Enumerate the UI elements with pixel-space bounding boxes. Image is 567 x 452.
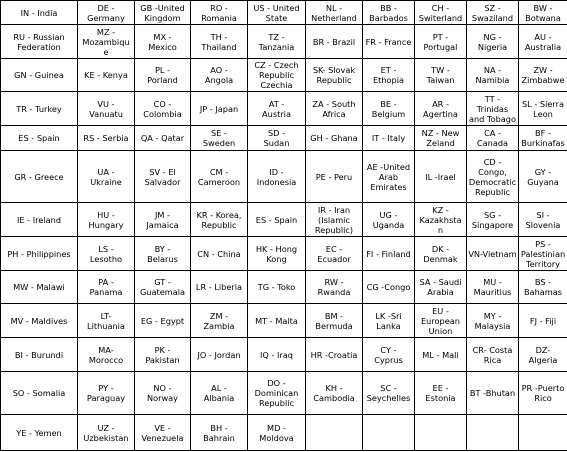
table-cell: UZ - Uzbekistan — [78, 415, 135, 451]
table-cell: GR - Greece — [1, 151, 78, 203]
table-cell: PT - Portugal — [415, 25, 467, 59]
table-cell: EE - Estonia — [415, 372, 467, 415]
table-cell: NA - Namibia — [467, 59, 519, 92]
table-cell: BB - Barbados — [363, 1, 415, 25]
table-cell: BF - Burkinafas — [519, 126, 567, 151]
table-cell: MZ - Mozambiqu e — [78, 25, 135, 59]
table-cell: PA - Panama — [78, 271, 135, 304]
table-cell: BT -Bhutan — [467, 372, 519, 415]
table-cell: TG - Toko — [248, 271, 306, 304]
table-cell: HR -Croatia — [306, 338, 363, 372]
table-cell: IQ - Iraq — [248, 338, 306, 372]
table-cell: ZM - Zambia — [191, 304, 248, 338]
table-cell: SZ - Swaziland — [467, 1, 519, 25]
table-cell: US - United State — [248, 1, 306, 25]
table-cell: VE - Venezuela — [135, 415, 191, 451]
table-cell: KH - Cambodia — [306, 372, 363, 415]
table-row — [1, 59, 567, 92]
table-cell: PS - Palestinian Territory — [519, 237, 567, 271]
table-cell: RO - Romania — [191, 1, 248, 25]
table-cell: AT - Austria — [248, 92, 306, 126]
table-cell: TR - Turkey — [1, 92, 78, 126]
table-cell: ET - Ethopia — [363, 59, 415, 92]
table-cell: TT - Trinidas and Tobago — [467, 92, 519, 126]
table-cell: EG - Egypt — [135, 304, 191, 338]
table-cell: TW - Taiwan — [415, 59, 467, 92]
table-cell — [363, 415, 415, 451]
table-cell — [467, 415, 519, 451]
table-cell: SV - El Salvador — [135, 151, 191, 203]
table-cell: MY - Malaysia — [467, 304, 519, 338]
table-cell: FI - Finland — [363, 237, 415, 271]
table-cell: BI - Burundi — [1, 338, 78, 372]
table-cell: IR - Iran (Islamic Republic) — [306, 203, 363, 237]
table-cell: PL - Porland — [135, 59, 191, 92]
table-cell: LS - Lesotho — [78, 237, 135, 271]
table-cell: ZA - South Africa — [306, 92, 363, 126]
table-cell: NZ - New Zeland — [415, 126, 467, 151]
table-cell: PE - Peru — [306, 151, 363, 203]
table-cell — [415, 415, 467, 451]
table-cell: BR - Brazil — [306, 25, 363, 59]
table-cell: MT - Malta — [248, 304, 306, 338]
table-cell: PY - Paraguay — [78, 372, 135, 415]
table-cell: AE -United Arab Emirates — [363, 151, 415, 203]
table-cell: CH - Switerland — [415, 1, 467, 25]
table-row — [1, 372, 567, 415]
table-cell: IN - India — [1, 1, 78, 25]
table-cell: DO - Dominican Republic — [248, 372, 306, 415]
table-cell: NG - Nigeria — [467, 25, 519, 59]
table-cell: SL - Sierra Leon — [519, 92, 567, 126]
table-cell: MW - Malawi — [1, 271, 78, 304]
table-body — [1, 1, 567, 451]
table-cell: BE - Belgium — [363, 92, 415, 126]
table-cell: DK - Denmak — [415, 237, 467, 271]
table-cell: EC - Ecuador — [306, 237, 363, 271]
table-cell: GH - Ghana — [306, 126, 363, 151]
table-cell: BY - Belarus — [135, 237, 191, 271]
table-cell: MU - Mauritius — [467, 271, 519, 304]
table-cell: IT - Italy — [363, 126, 415, 151]
table-cell: SK- Slovak Republic — [306, 59, 363, 92]
table-cell: ES - Spain — [1, 126, 78, 151]
table-row — [1, 126, 567, 151]
table-row — [1, 415, 567, 451]
table-cell: TZ - Tanzania — [248, 25, 306, 59]
table-cell: SE - Sweden — [191, 126, 248, 151]
table-cell: TH - Thailand — [191, 25, 248, 59]
table-cell: KE - Kenya — [78, 59, 135, 92]
table-cell: CN - China — [191, 237, 248, 271]
table-cell: AO - Angola — [191, 59, 248, 92]
table-cell: KZ - Kazakhsta n — [415, 203, 467, 237]
table-cell: MX - Mexico — [135, 25, 191, 59]
table-cell: FJ - Fiji — [519, 304, 567, 338]
table-cell: UA - Ukraine — [78, 151, 135, 203]
table-cell — [519, 415, 567, 451]
table-cell: VU - Vanuatu — [78, 92, 135, 126]
table-cell — [306, 415, 363, 451]
table-cell: IE - Ireland — [1, 203, 78, 237]
table-row — [1, 92, 567, 126]
table-row — [1, 151, 567, 203]
table-cell: BS - Bahamas — [519, 271, 567, 304]
table-row — [1, 338, 567, 372]
table-cell: IL -Irael — [415, 151, 467, 203]
table-cell: NL - Netherland — [306, 1, 363, 25]
table-cell: FR - France — [363, 25, 415, 59]
table-cell: GN - Guinea — [1, 59, 78, 92]
table-cell: AR - Agertina — [415, 92, 467, 126]
table-cell: AL - Albania — [191, 372, 248, 415]
table-cell: GT - Guatemala — [135, 271, 191, 304]
table-cell: RU - Russian Federation — [1, 25, 78, 59]
table-cell: BH - Bahrain — [191, 415, 248, 451]
table-cell: SA - Saudi Arabia — [415, 271, 467, 304]
table-cell: EU - European Union — [415, 304, 467, 338]
table-cell: CD - Congo, Democratic Republic — [467, 151, 519, 203]
table-cell: UG - Uganda — [363, 203, 415, 237]
table-cell: JO - Jordan — [191, 338, 248, 372]
table-cell: LK -Sri Lanka — [363, 304, 415, 338]
table-cell: MA- Morocco — [78, 338, 135, 372]
table-cell: PH - Philippines — [1, 237, 78, 271]
table-cell: SC - Seychelles — [363, 372, 415, 415]
table-cell: ES - Spain — [248, 203, 306, 237]
table-cell: PK - Pakistan — [135, 338, 191, 372]
table-cell: HU - Hungary — [78, 203, 135, 237]
table-cell: CR- Costa Rica — [467, 338, 519, 372]
table-cell: MV - Maldives — [1, 304, 78, 338]
table-cell: BM - Bermuda — [306, 304, 363, 338]
table-cell: ID - Indonesia — [248, 151, 306, 203]
table-cell: AU - Australia — [519, 25, 567, 59]
table-cell: NO - Norway — [135, 372, 191, 415]
table-row — [1, 1, 567, 25]
table-row — [1, 25, 567, 59]
table-cell: PR -Puerto Rico — [519, 372, 567, 415]
table-cell: QA - Qatar — [135, 126, 191, 151]
table-cell: DE - Germany — [78, 1, 135, 25]
table-cell: SO - Somalia — [1, 372, 78, 415]
table-cell: SG - Singapore — [467, 203, 519, 237]
table-cell: BW - Botwana — [519, 1, 567, 25]
table-cell: YE - Yemen — [1, 415, 78, 451]
table-cell: CM - Cameroon — [191, 151, 248, 203]
table-cell: LT- Lithuania — [78, 304, 135, 338]
table-cell: RW - Rwanda — [306, 271, 363, 304]
table-cell: GB -United Kingdom — [135, 1, 191, 25]
table-cell: JP - Japan — [191, 92, 248, 126]
table-cell: HK - Hong Kong — [248, 237, 306, 271]
table-cell: ML - Mali — [415, 338, 467, 372]
table-row — [1, 304, 567, 338]
table-row — [1, 203, 567, 237]
table-cell: CO - Colombia — [135, 92, 191, 126]
table-cell: GY - Guyana — [519, 151, 567, 203]
table-cell: CZ - Czech Republic Czechia — [248, 59, 306, 92]
table-cell: CA - Canada — [467, 126, 519, 151]
table-cell: ZW - Zimbabwe — [519, 59, 567, 92]
table-cell: VN-Vietnam — [467, 237, 519, 271]
table-cell: KR - Korea, Republic — [191, 203, 248, 237]
table-cell: CG -Congo — [363, 271, 415, 304]
table-cell: RS - Serbia — [78, 126, 135, 151]
table-row — [1, 271, 567, 304]
table-cell: LR - Liberia — [191, 271, 248, 304]
table-row — [1, 237, 567, 271]
table-cell: SD - Sudan — [248, 126, 306, 151]
table-cell: CY - Cyprus — [363, 338, 415, 372]
table-cell: MD - Moldova — [248, 415, 306, 451]
table-cell: JM - Jamaica — [135, 203, 191, 237]
table-cell: DZ- Algeria — [519, 338, 567, 372]
table-cell: SI - Slovenia — [519, 203, 567, 237]
